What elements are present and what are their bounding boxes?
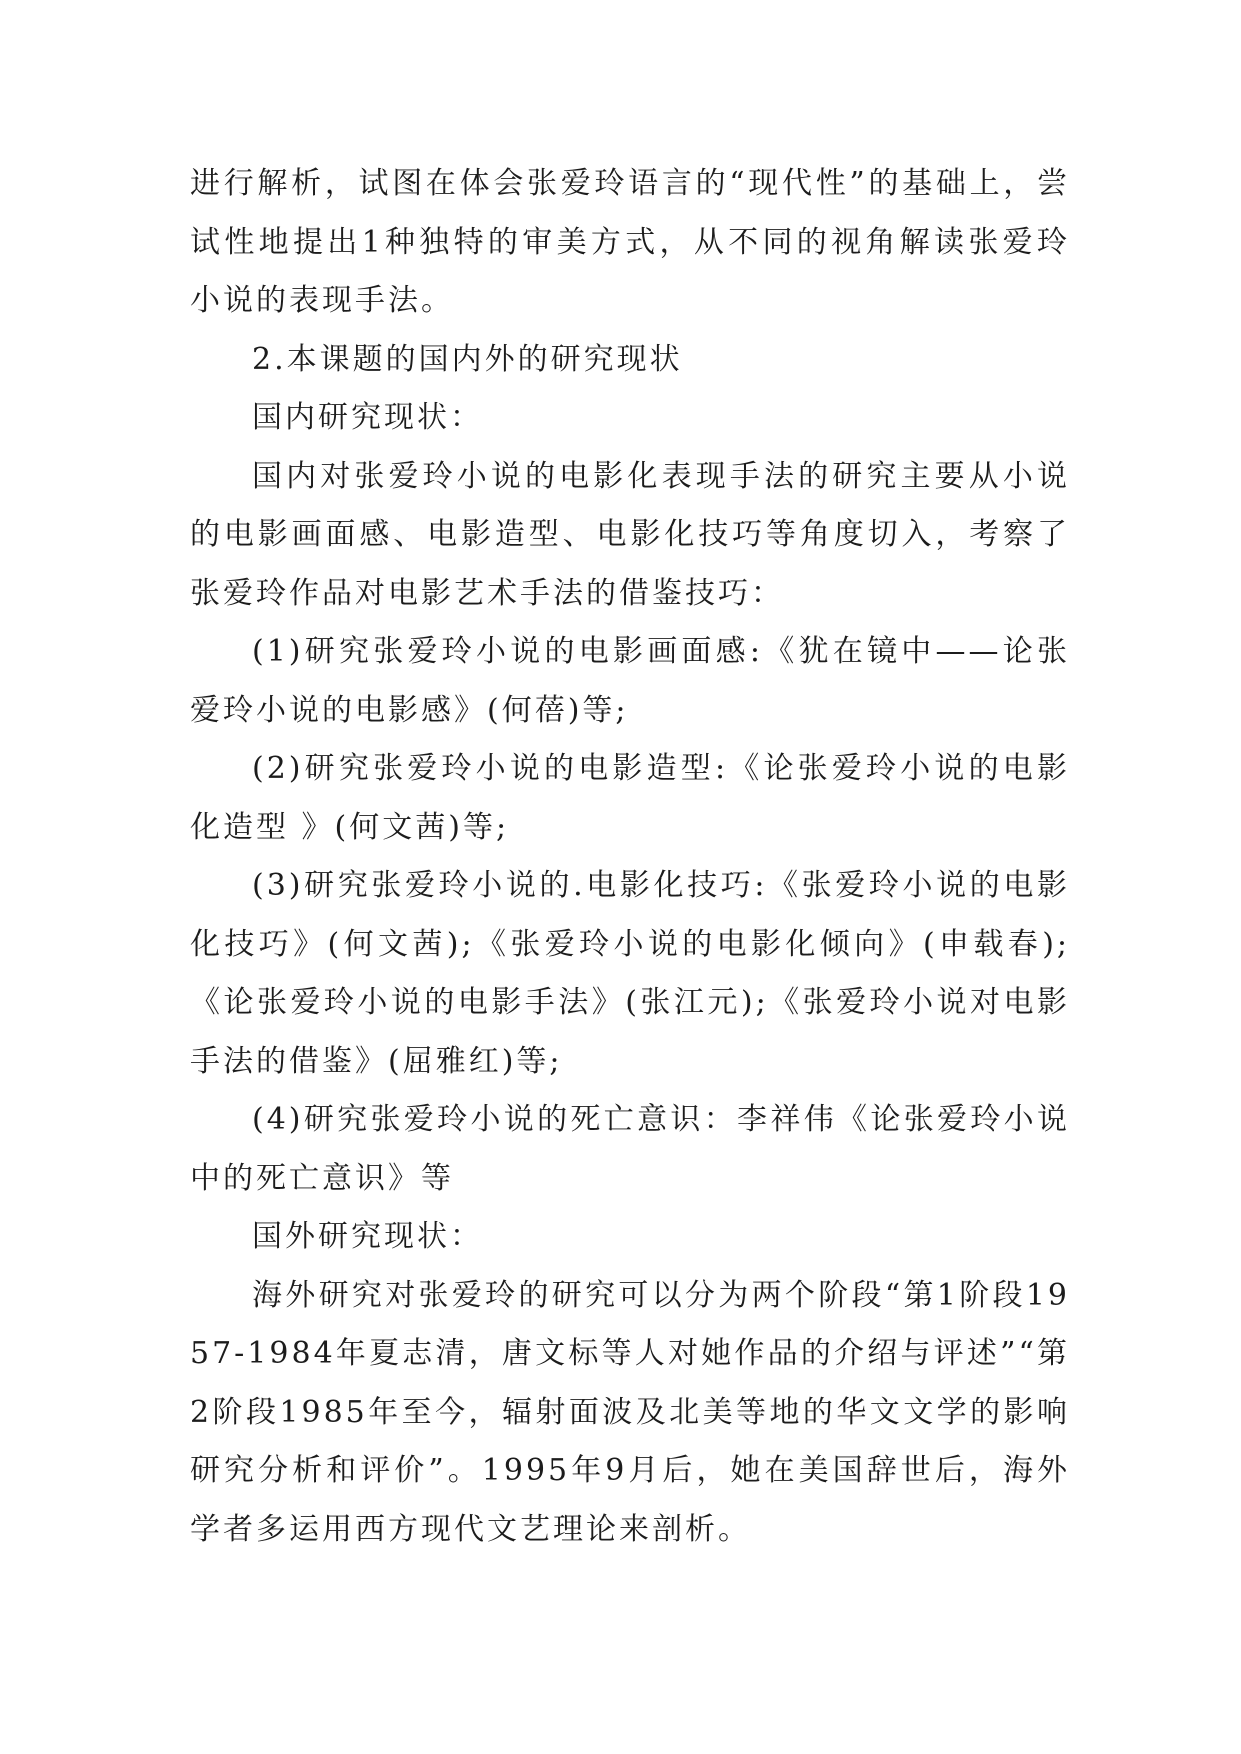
paragraph-domestic-overview: 国内对张爱玲小说的电影化表现手法的研究主要从小说的电影画面感、电影造型、电影化技巧等角度切入，考察了张爱玲作品对电影艺术手法的借鉴技巧： [190,458,1070,611]
list-item-4: (4)研究张爱玲小说的死亡意识：李祥伟《论张爱玲小说中的死亡意识》等 [190,1102,1070,1196]
paragraph-overseas-overview: 海外研究对张爱玲的研究可以分为两个阶段“第1阶段1957-1984年夏志清，唐文标等人对她作品的介绍与评述”“第2阶段1985年至今，辐射面波及北美等地的华文文学的影响研究分析和评价”。1995年9月后，她在美国辞世后，海外学者多运用西方现代文艺理论来剖析。 [190,1277,1070,1547]
paragraph-intro-continuation: 进行解析，试图在体会张爱玲语言的“现代性”的基础上，尝试性地提出1种独特的审美方式，从不同的视角解读张爱玲小说的表现手法。 [190,166,1070,318]
subheading-domestic-research: 国内研究现状： [252,400,483,435]
document-body [190,155,1070,1559]
section-heading-research-status: 2.本课题的国内外的研究现状 [252,341,683,377]
list-item-2: (2)研究张爱玲小说的电影造型:《论张爱玲小说的电影化造型 》(何文茜)等; [190,751,1070,845]
subheading-overseas-research: 国外研究现状： [252,1219,483,1254]
list-item-1: (1)研究张爱玲小说的电影画面感:《犹在镜中——论张爱玲小说的电影感》(何蓓)等; [190,634,1070,728]
list-item-3: (3)研究张爱玲小说的.电影化技巧:《张爱玲小说的电影化技巧》(何文茜);《张爱玲小说的电影化倾向》(申载春);《论张爱玲小说的电影手法》(张江元);《张爱玲小说对电影手法的借鉴》(屈雅红)等; [190,868,1070,1079]
